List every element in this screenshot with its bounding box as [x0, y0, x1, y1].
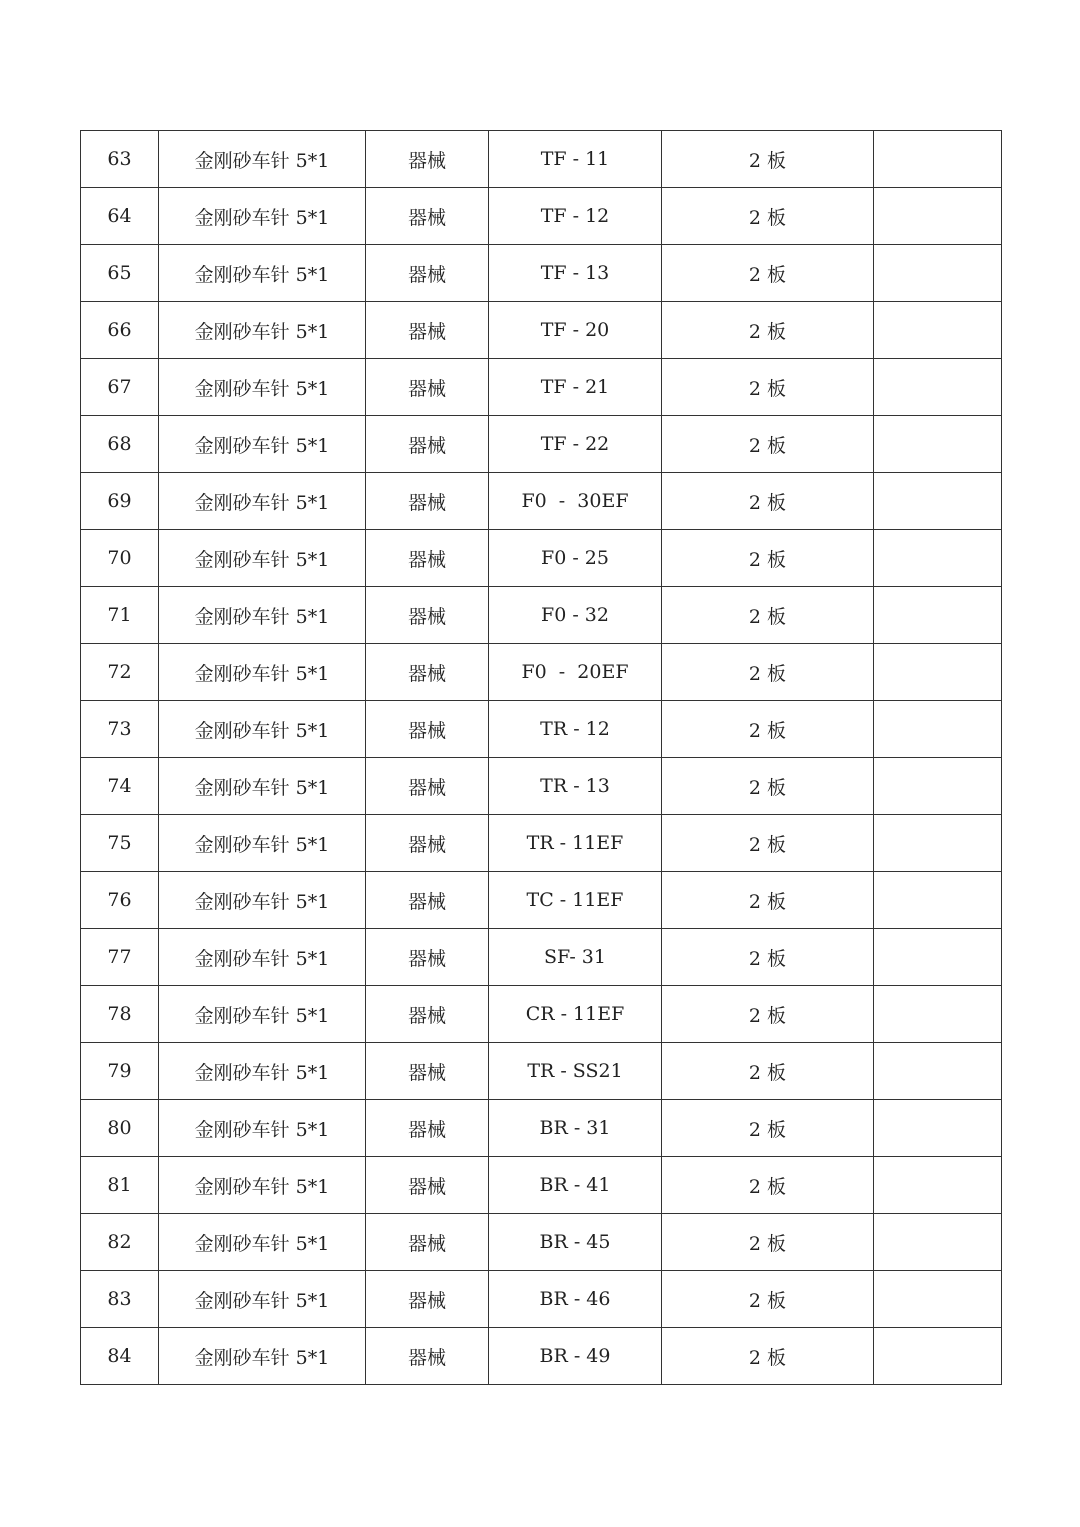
- model-cell: F0 - 25: [489, 530, 662, 587]
- product-name-cell: 金刚砂车针 5*1: [159, 644, 366, 701]
- row-number-cell: 71: [81, 587, 159, 644]
- product-name-cell: 金刚砂车针 5*1: [159, 815, 366, 872]
- quantity-cell: 2 板: [662, 1100, 874, 1157]
- category-cell: 器械: [366, 1100, 489, 1157]
- note-cell: [874, 815, 1002, 872]
- row-number-cell: 72: [81, 644, 159, 701]
- note-cell: [874, 416, 1002, 473]
- model-cell: F0 - 32: [489, 587, 662, 644]
- quantity-cell: 2 板: [662, 1328, 874, 1385]
- category-cell: 器械: [366, 986, 489, 1043]
- category-cell: 器械: [366, 416, 489, 473]
- category-cell: 器械: [366, 131, 489, 188]
- table-row: [81, 1157, 1002, 1214]
- note-cell: [874, 701, 1002, 758]
- quantity-cell: 2 板: [662, 1043, 874, 1100]
- product-name-cell: 金刚砂车针 5*1: [159, 986, 366, 1043]
- product-name-cell: 金刚砂车针 5*1: [159, 1043, 366, 1100]
- model-cell: SF- 31: [489, 929, 662, 986]
- product-name-cell: 金刚砂车针 5*1: [159, 359, 366, 416]
- row-number-cell: 63: [81, 131, 159, 188]
- table-row: [81, 302, 1002, 359]
- row-number-cell: 80: [81, 1100, 159, 1157]
- note-cell: [874, 986, 1002, 1043]
- model-cell: TR - 13: [489, 758, 662, 815]
- note-cell: [874, 1214, 1002, 1271]
- product-name-cell: 金刚砂车针 5*1: [159, 131, 366, 188]
- product-name-cell: 金刚砂车针 5*1: [159, 1100, 366, 1157]
- note-cell: [874, 929, 1002, 986]
- quantity-cell: 2 板: [662, 986, 874, 1043]
- table-row: [81, 986, 1002, 1043]
- category-cell: 器械: [366, 473, 489, 530]
- table-row: [81, 359, 1002, 416]
- row-number-cell: 65: [81, 245, 159, 302]
- table-row: [81, 1271, 1002, 1328]
- category-cell: 器械: [366, 701, 489, 758]
- model-cell: TR - SS21: [489, 1043, 662, 1100]
- quantity-cell: 2 板: [662, 929, 874, 986]
- note-cell: [874, 188, 1002, 245]
- note-cell: [874, 473, 1002, 530]
- row-number-cell: 69: [81, 473, 159, 530]
- quantity-cell: 2 板: [662, 188, 874, 245]
- model-cell: TF - 20: [489, 302, 662, 359]
- quantity-cell: 2 板: [662, 1157, 874, 1214]
- row-number-cell: 70: [81, 530, 159, 587]
- product-name-cell: 金刚砂车针 5*1: [159, 1214, 366, 1271]
- row-number-cell: 81: [81, 1157, 159, 1214]
- model-cell: TC - 11EF: [489, 872, 662, 929]
- note-cell: [874, 359, 1002, 416]
- row-number-cell: 76: [81, 872, 159, 929]
- quantity-cell: 2 板: [662, 473, 874, 530]
- product-name-cell: 金刚砂车针 5*1: [159, 1328, 366, 1385]
- category-cell: 器械: [366, 359, 489, 416]
- category-cell: 器械: [366, 188, 489, 245]
- product-name-cell: 金刚砂车针 5*1: [159, 872, 366, 929]
- quantity-cell: 2 板: [662, 416, 874, 473]
- model-cell: TF - 13: [489, 245, 662, 302]
- product-name-cell: 金刚砂车针 5*1: [159, 530, 366, 587]
- model-cell: BR - 41: [489, 1157, 662, 1214]
- table-row: [81, 473, 1002, 530]
- category-cell: 器械: [366, 587, 489, 644]
- table-row: [81, 188, 1002, 245]
- product-name-cell: 金刚砂车针 5*1: [159, 473, 366, 530]
- table-row: [81, 1328, 1002, 1385]
- product-name-cell: 金刚砂车针 5*1: [159, 587, 366, 644]
- note-cell: [874, 1157, 1002, 1214]
- note-cell: [874, 1328, 1002, 1385]
- quantity-cell: 2 板: [662, 644, 874, 701]
- row-number-cell: 75: [81, 815, 159, 872]
- row-number-cell: 67: [81, 359, 159, 416]
- table-row: [81, 758, 1002, 815]
- model-cell: TF - 22: [489, 416, 662, 473]
- table-row: [81, 1214, 1002, 1271]
- note-cell: [874, 302, 1002, 359]
- quantity-cell: 2 板: [662, 1214, 874, 1271]
- category-cell: 器械: [366, 1271, 489, 1328]
- category-cell: 器械: [366, 929, 489, 986]
- note-cell: [874, 1100, 1002, 1157]
- model-cell: TR - 11EF: [489, 815, 662, 872]
- table-row: [81, 701, 1002, 758]
- category-cell: 器械: [366, 530, 489, 587]
- row-number-cell: 84: [81, 1328, 159, 1385]
- table-row: [81, 530, 1002, 587]
- quantity-cell: 2 板: [662, 701, 874, 758]
- quantity-cell: 2 板: [662, 587, 874, 644]
- category-cell: 器械: [366, 1157, 489, 1214]
- category-cell: 器械: [366, 872, 489, 929]
- table-row: [81, 815, 1002, 872]
- product-name-cell: 金刚砂车针 5*1: [159, 302, 366, 359]
- quantity-cell: 2 板: [662, 815, 874, 872]
- model-cell: CR - 11EF: [489, 986, 662, 1043]
- quantity-cell: 2 板: [662, 245, 874, 302]
- note-cell: [874, 1043, 1002, 1100]
- quantity-cell: 2 板: [662, 872, 874, 929]
- model-cell: TR - 12: [489, 701, 662, 758]
- category-cell: 器械: [366, 1043, 489, 1100]
- product-name-cell: 金刚砂车针 5*1: [159, 1271, 366, 1328]
- table-row: [81, 416, 1002, 473]
- row-number-cell: 77: [81, 929, 159, 986]
- row-number-cell: 79: [81, 1043, 159, 1100]
- product-name-cell: 金刚砂车针 5*1: [159, 1157, 366, 1214]
- note-cell: [874, 530, 1002, 587]
- row-number-cell: 64: [81, 188, 159, 245]
- category-cell: 器械: [366, 1328, 489, 1385]
- model-cell: BR - 31: [489, 1100, 662, 1157]
- table-row: [81, 1100, 1002, 1157]
- model-cell: BR - 45: [489, 1214, 662, 1271]
- category-cell: 器械: [366, 815, 489, 872]
- product-name-cell: 金刚砂车针 5*1: [159, 416, 366, 473]
- product-name-cell: 金刚砂车针 5*1: [159, 929, 366, 986]
- category-cell: 器械: [366, 245, 489, 302]
- quantity-cell: 2 板: [662, 530, 874, 587]
- product-name-cell: 金刚砂车针 5*1: [159, 701, 366, 758]
- note-cell: [874, 644, 1002, 701]
- table-row: [81, 872, 1002, 929]
- category-cell: 器械: [366, 1214, 489, 1271]
- model-cell: F0 - 30EF: [489, 473, 662, 530]
- category-cell: 器械: [366, 644, 489, 701]
- row-number-cell: 74: [81, 758, 159, 815]
- quantity-cell: 2 板: [662, 302, 874, 359]
- quantity-cell: 2 板: [662, 1271, 874, 1328]
- product-name-cell: 金刚砂车针 5*1: [159, 758, 366, 815]
- quantity-cell: 2 板: [662, 758, 874, 815]
- note-cell: [874, 1271, 1002, 1328]
- model-cell: TF - 12: [489, 188, 662, 245]
- table-row: [81, 131, 1002, 188]
- model-cell: TF - 11: [489, 131, 662, 188]
- row-number-cell: 78: [81, 986, 159, 1043]
- row-number-cell: 68: [81, 416, 159, 473]
- quantity-cell: 2 板: [662, 359, 874, 416]
- model-cell: TF - 21: [489, 359, 662, 416]
- product-table: [80, 130, 1002, 1385]
- table-row: [81, 644, 1002, 701]
- note-cell: [874, 872, 1002, 929]
- model-cell: BR - 46: [489, 1271, 662, 1328]
- category-cell: 器械: [366, 758, 489, 815]
- row-number-cell: 82: [81, 1214, 159, 1271]
- row-number-cell: 83: [81, 1271, 159, 1328]
- row-number-cell: 66: [81, 302, 159, 359]
- row-number-cell: 73: [81, 701, 159, 758]
- note-cell: [874, 758, 1002, 815]
- product-table-body: [81, 131, 1002, 1385]
- table-row: [81, 929, 1002, 986]
- note-cell: [874, 245, 1002, 302]
- table-row: [81, 587, 1002, 644]
- product-name-cell: 金刚砂车针 5*1: [159, 188, 366, 245]
- model-cell: BR - 49: [489, 1328, 662, 1385]
- table-row: [81, 1043, 1002, 1100]
- product-name-cell: 金刚砂车针 5*1: [159, 245, 366, 302]
- category-cell: 器械: [366, 302, 489, 359]
- note-cell: [874, 131, 1002, 188]
- quantity-cell: 2 板: [662, 131, 874, 188]
- table-row: [81, 245, 1002, 302]
- model-cell: F0 - 20EF: [489, 644, 662, 701]
- note-cell: [874, 587, 1002, 644]
